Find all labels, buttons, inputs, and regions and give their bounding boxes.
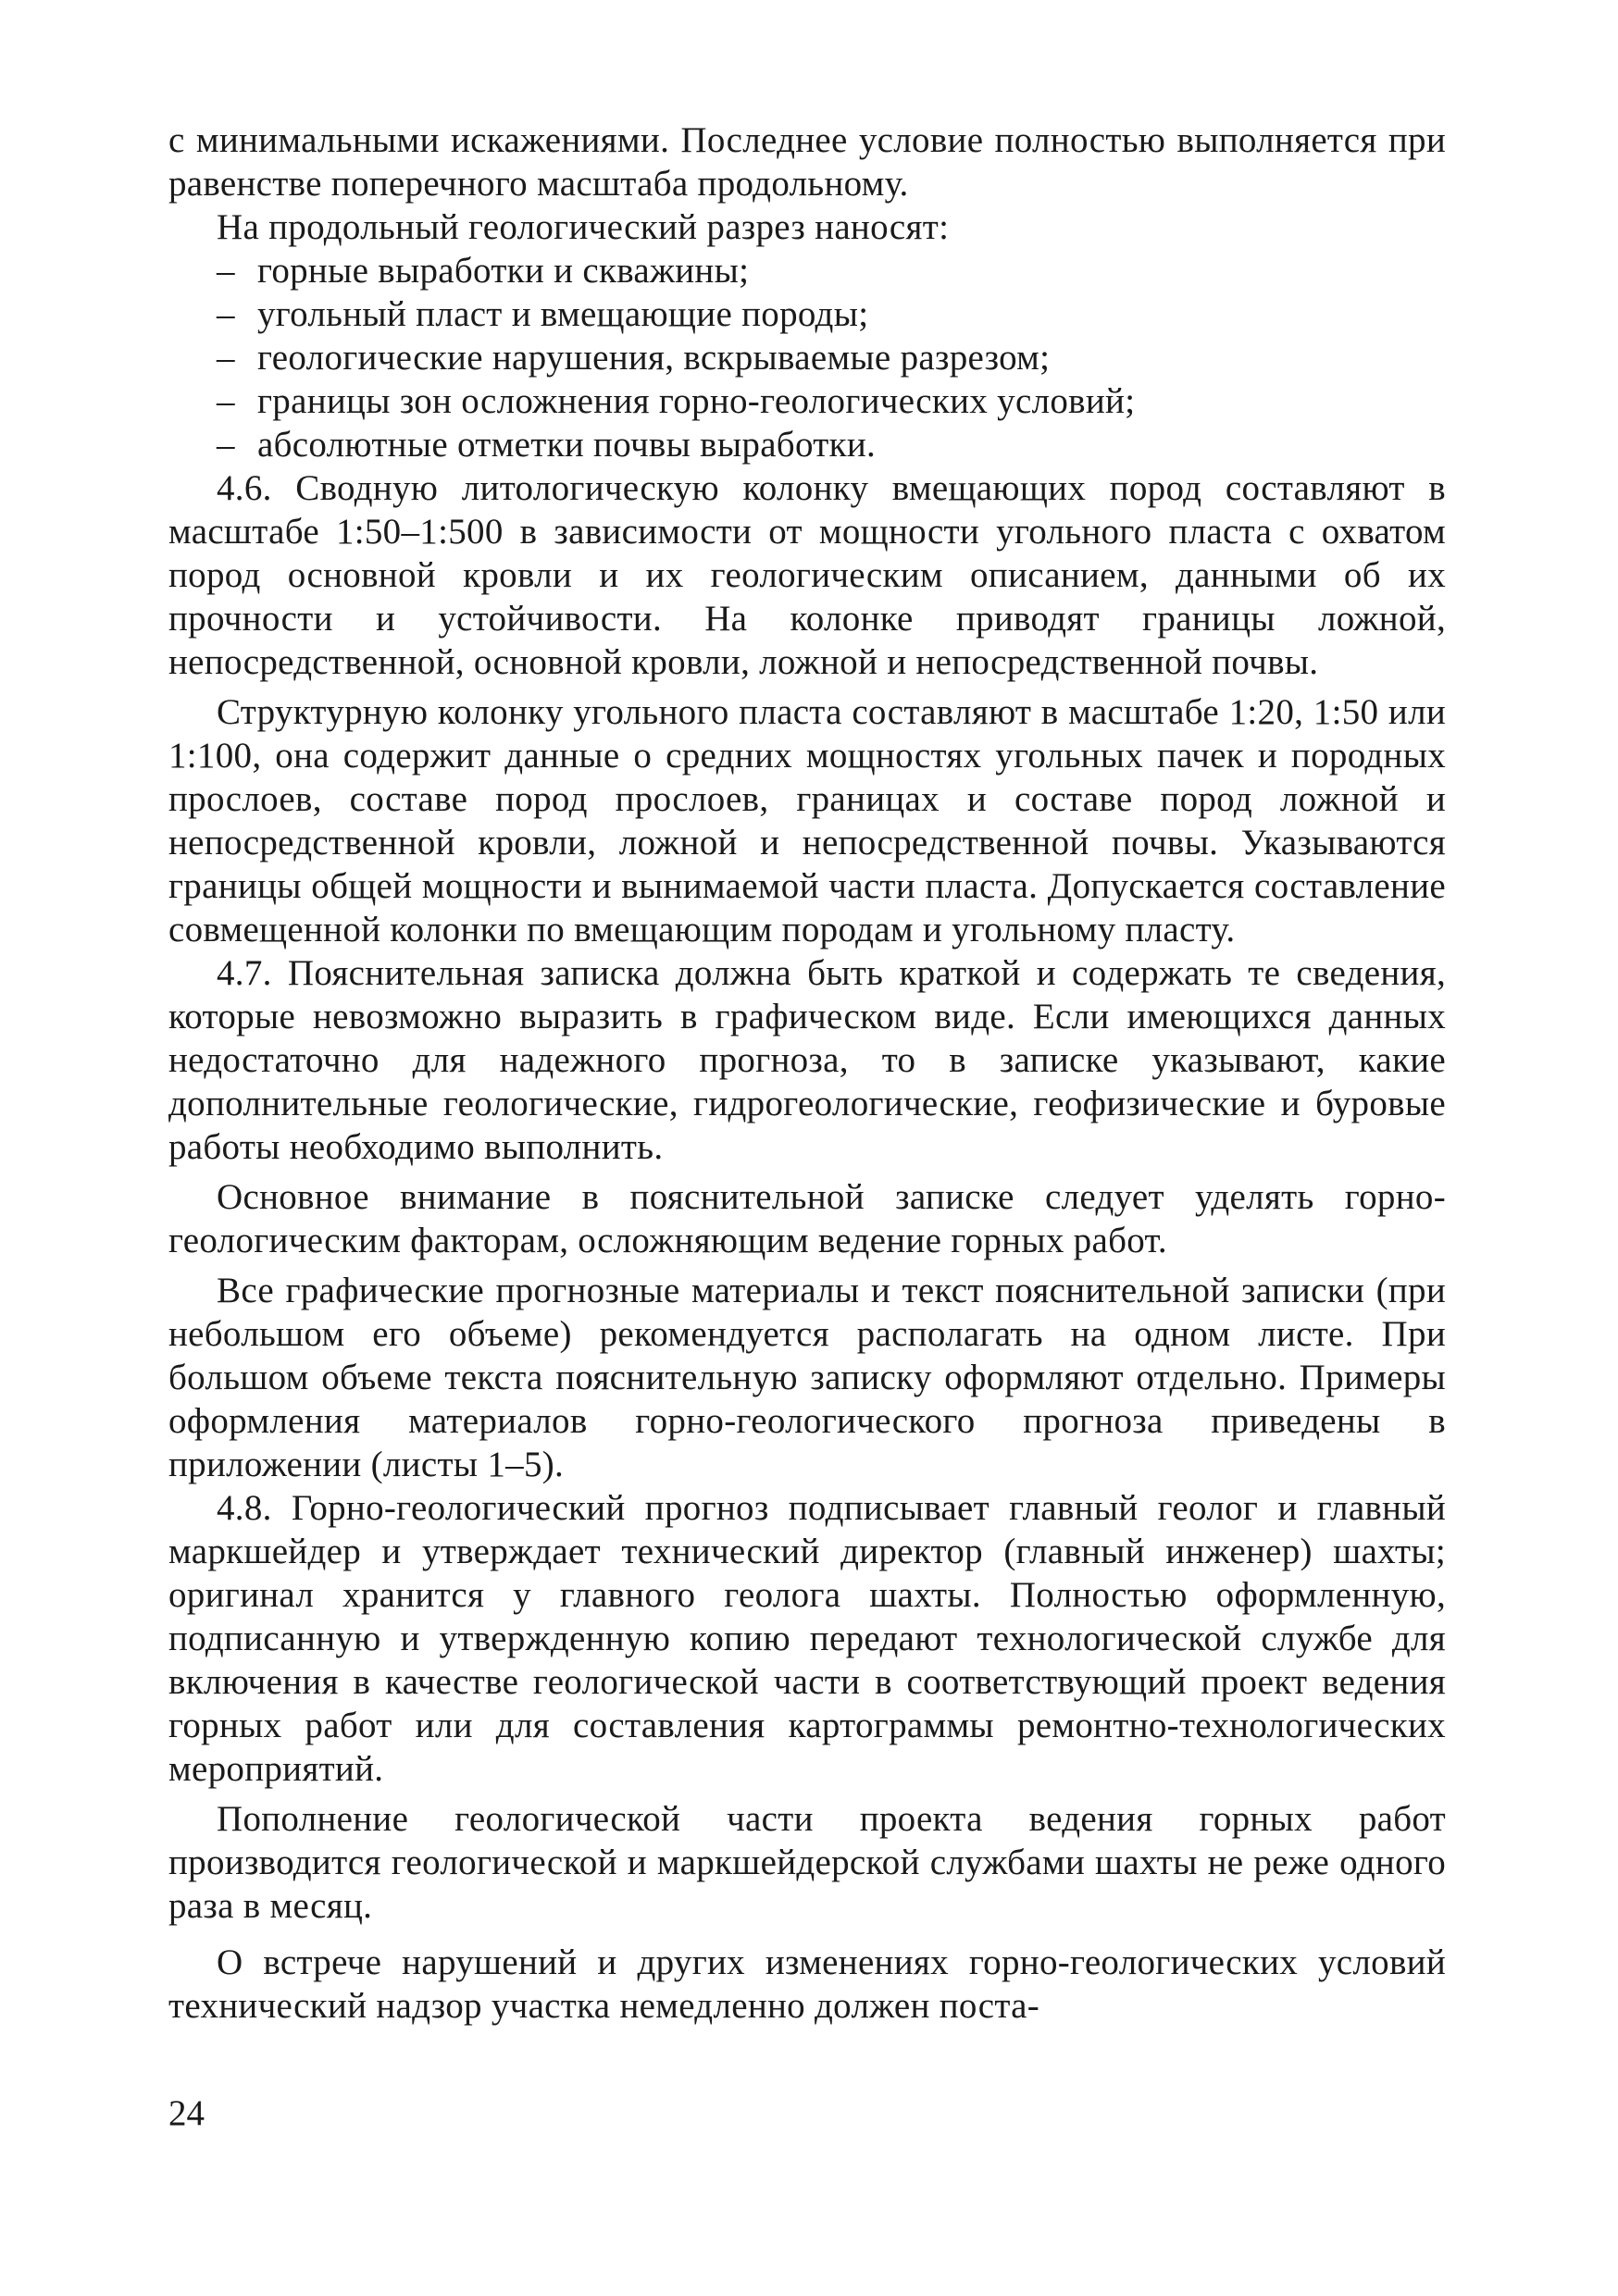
list-item: – абсолютные отметки почвы выработки. — [217, 425, 877, 465]
list-marker: – — [217, 251, 235, 291]
list-item: – геологические нарушения, вскрываемые разрезом; — [217, 338, 1051, 378]
list-item: – границы зон осложнения горно-геологических условий; — [217, 381, 1136, 421]
list-marker: – — [217, 381, 235, 421]
paragraph-section-intro: На продольный геологический разрез наносят: — [217, 207, 950, 247]
paragraph-graphic-materials: Все графические прогнозные материалы и текст пояснительной записки (при небольшом его объеме) рекомендуется располагать на одном листе. При большом объеме текста пояснительную записку оформляют отдельно. Примеры оформления материалов горно-геологического прогноза приведены в приложении (листы 1–5). — [168, 1271, 1446, 1484]
page-number: 24 — [168, 2093, 205, 2133]
list-item: – угольный пласт и вмещающие породы; — [217, 294, 869, 334]
paragraph-main-attention: Основное внимание в пояснительной записке следует уделять горно-геологическим факторам, осложняющим ведение горных работ. — [168, 1177, 1446, 1260]
paragraph-4-8: 4.8. Горно-геологический прогноз подписывает главный геолог и главный маркшейдер и утверждает технический директор (главный инженер) шахты; оригинал хранится у главного геолога шахты. Полностью оформленную, подписанную и утвержденную копию передают технологической службе для включения в качестве геологической части в соответствующий проект ведения горных работ или для составления картограммы ремонтно-технологических мероприятий. — [168, 1488, 1446, 1789]
paragraph-4-7: 4.7. Пояснительная записка должна быть краткой и содержать те сведения, которые невозможно выразить в графическом виде. Если имеющихся данных недостаточно для надежного прогноза, то в записке указывают, какие дополнительные геологические, гидрогеологические, геофизические и буровые работы необходимо выполнить. — [168, 953, 1446, 1167]
paragraph-continuation: с минимальными искажениями. Последнее условие полностью выполняется при равенстве поперечного масштаба продольному. — [168, 120, 1446, 204]
list-marker: – — [217, 294, 235, 334]
body-text — [168, 118, 1446, 2028]
paragraph-structural-column: Структурную колонку угольного пласта составляют в масштабе 1:20, 1:50 или 1:100, она содержит данные о средних мощностях угольных пачек и породных прослоев, составе пород прослоев, границах и составе пород ложной и непосредственной кровли, ложной и непосредственной почвы. Указываются границы общей мощности и вынимаемой части пласта. Допускается составление совмещенной колонки по вмещающим породам и угольному пласту. — [168, 692, 1446, 949]
list-marker: – — [217, 425, 235, 465]
profile-content-list — [168, 249, 1446, 466]
paragraph-replenishment: Пополнение геологической части проекта ведения горных работ производится геологической и маркшейдерской службами шахты не реже одного раза в месяц. — [168, 1799, 1446, 1926]
paragraph-disturbance-notice: О встрече нарушений и других изменениях горно-геологических условий технический надзор участка немедленно должен поста- — [168, 1942, 1446, 2026]
list-marker: – — [217, 338, 235, 378]
paragraph-4-6: 4.6. Сводную литологическую колонку вмещающих пород составляют в масштабе 1:50–1:500 в зависимости от мощности угольного пласта с охватом пород основной кровли и их геологическим описанием, данными об их прочности и устойчивости. На колонке приводят границы ложной, непосредственной, основной кровли, ложной и непосредственной почвы. — [168, 468, 1446, 682]
list-item: – горные выработки и скважины; — [217, 251, 750, 291]
